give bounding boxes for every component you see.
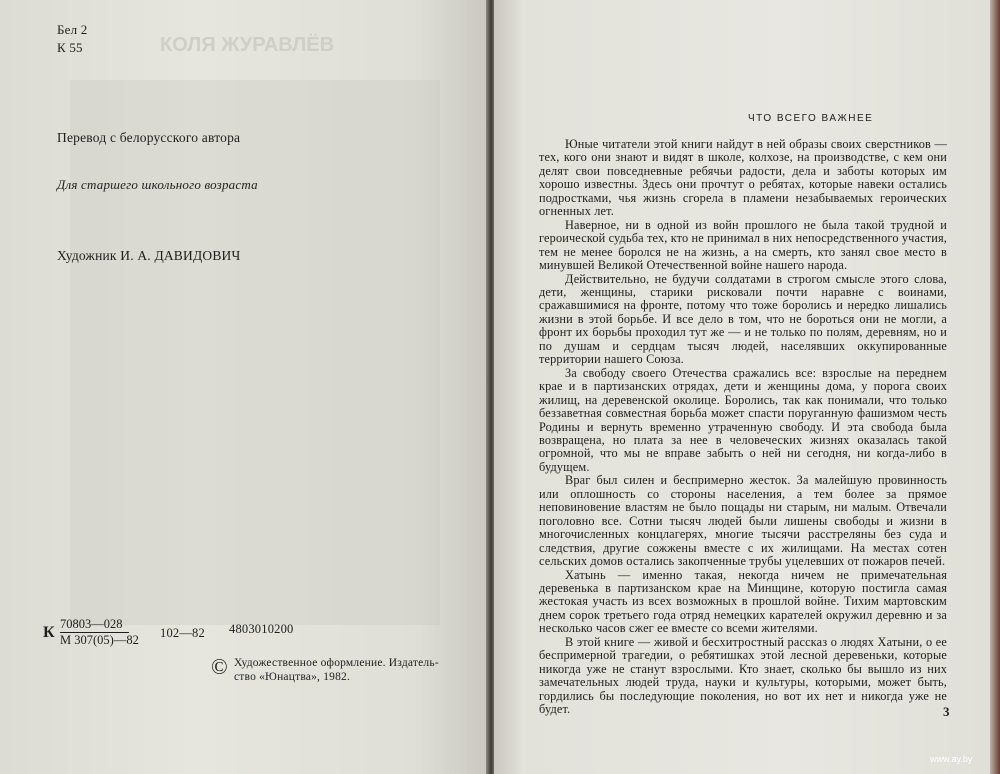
age-note: Для старшего школьного возраста	[57, 177, 258, 192]
catalog-numerator: 70803—028	[60, 617, 129, 633]
paragraph: Враг был силен и беспримерно жесток. За малейшую провинность или оплошность со стороны населения, а тем более за прямое неповиновение властям не было пощады ни старым, ни малым. Отвечали поголовно все. Сотни тысяч людей были лишены свободы и жизни в многочисленных концлагерях, многие тысячи расстреляны без суда и следствия, другие сожжены вместе с их жилищами. На местах сотен сельских домов остались закопченные трубы уцелевших от пожаров печей.	[539, 473, 947, 569]
show-through-shadow	[70, 80, 440, 625]
paragraph: Действительно, не будучи солдатами в строгом смысле этого слова, дети, женщины, старики рисковали почти наравне с воинами, сражавшимися на фронте, потому что тоже боролись и нередко лишались жизни в этой борьбе. И все дело в том, что не бороться они не могли, а фронт их борьбы проходил тут же — и не только по полям, деревням, но и по душам и сердцам тысяч людей, населявших оккупированные территории нашего Союза.	[539, 271, 947, 367]
watermark: www.ay.by	[930, 754, 973, 764]
paragraph: Наверное, ни в одной из войн прошлого не была такой трудной и героической судьба тех, кто не принимал в них непосредственного участия, тем не менее боролся не на жизнь, а на смерть, кто занял свое место в минувшей Великой Отечественной войне нашего народа.	[539, 217, 947, 273]
catalog-code: 4803010200	[229, 622, 294, 636]
book-edge	[990, 0, 1000, 774]
catalog-denominator: М 307(05)—82	[60, 633, 139, 647]
body-text	[539, 138, 947, 716]
author-mark: К 55	[57, 40, 83, 55]
bbk-code: Бел 2	[57, 22, 88, 37]
chapter-title: ЧТО ВСЕГО ВАЖНЕЕ	[748, 113, 874, 124]
paragraph: Юные читатели этой книги найдут в ней образы своих сверстников — тех, кого они знают и видят в школе, колхозе, на производстве, с кем они делят свои повседневные ребячьи радости, дела и заботы которых им хорошо известны. Здесь они прочтут о ребятах, которые навеки остались подростками, чья жизнь сгорела в пламени незабываемых героических огненных лет.	[539, 137, 947, 219]
paragraph: Хатынь — именно такая, некогда ничем не примечательная деревенька в партизанском крае на Минщине, которую постигла самая жестокая участь из всех возможных в прошлой войне. Тихим мартовским днем сорок третьего года отряд немецких карателей окружил деревню и за несколько часов сжег ее вместе со всеми жителями.	[539, 567, 947, 636]
show-through-title: КОЛЯ ЖУРАВЛЁВ	[160, 34, 335, 56]
illustrator-credit: Художник И. А. ДАВИДОВИЧ	[57, 248, 241, 263]
translation-note: Перевод с белорусского автора	[57, 130, 241, 145]
page-number: 3	[943, 704, 950, 719]
catalog-letter: К	[43, 624, 55, 641]
catalog-number: 102—82	[160, 626, 205, 640]
left-page	[0, 0, 488, 774]
paragraph: За свободу своего Отечества сражались все: взрослые на переднем крае и в партизанских отрядах, дети и женщины дома, у порога своих жилищ, на деревенской околице. Боролись, так как понимали, что только беззаветная совместная борьба может спасти поруганную фашизмом честь Родины и вернуть временно утраченную свободу. И эта свобода была возвращена, но плата за нее в человеческих жизнях оказалась такой огромной, что мы не вправе забыть о ней ни сегодня, ни когда-либо в будущем.	[539, 365, 947, 474]
catalog-fraction	[60, 617, 139, 648]
copyright-line-1: Художественное оформление. Издатель-	[234, 657, 439, 669]
copyright-symbol: ©	[211, 654, 228, 679]
paragraph: В этой книге — живой и бесхитростный рассказ о людях Хатыни, о ее беспримерной трагедии, о ребятишках этой лесной деревеньки, которые никогда уже не станут взрослыми. Кто знает, сколько бы вышло из них замечательных людей труда, науки и культуры, которыми, может быть, гордились бы последующие поколения, но вот их нет и никогда уже не будет.	[539, 634, 947, 717]
copyright-line-2: ство «Юнацтва», 1982.	[234, 671, 351, 683]
